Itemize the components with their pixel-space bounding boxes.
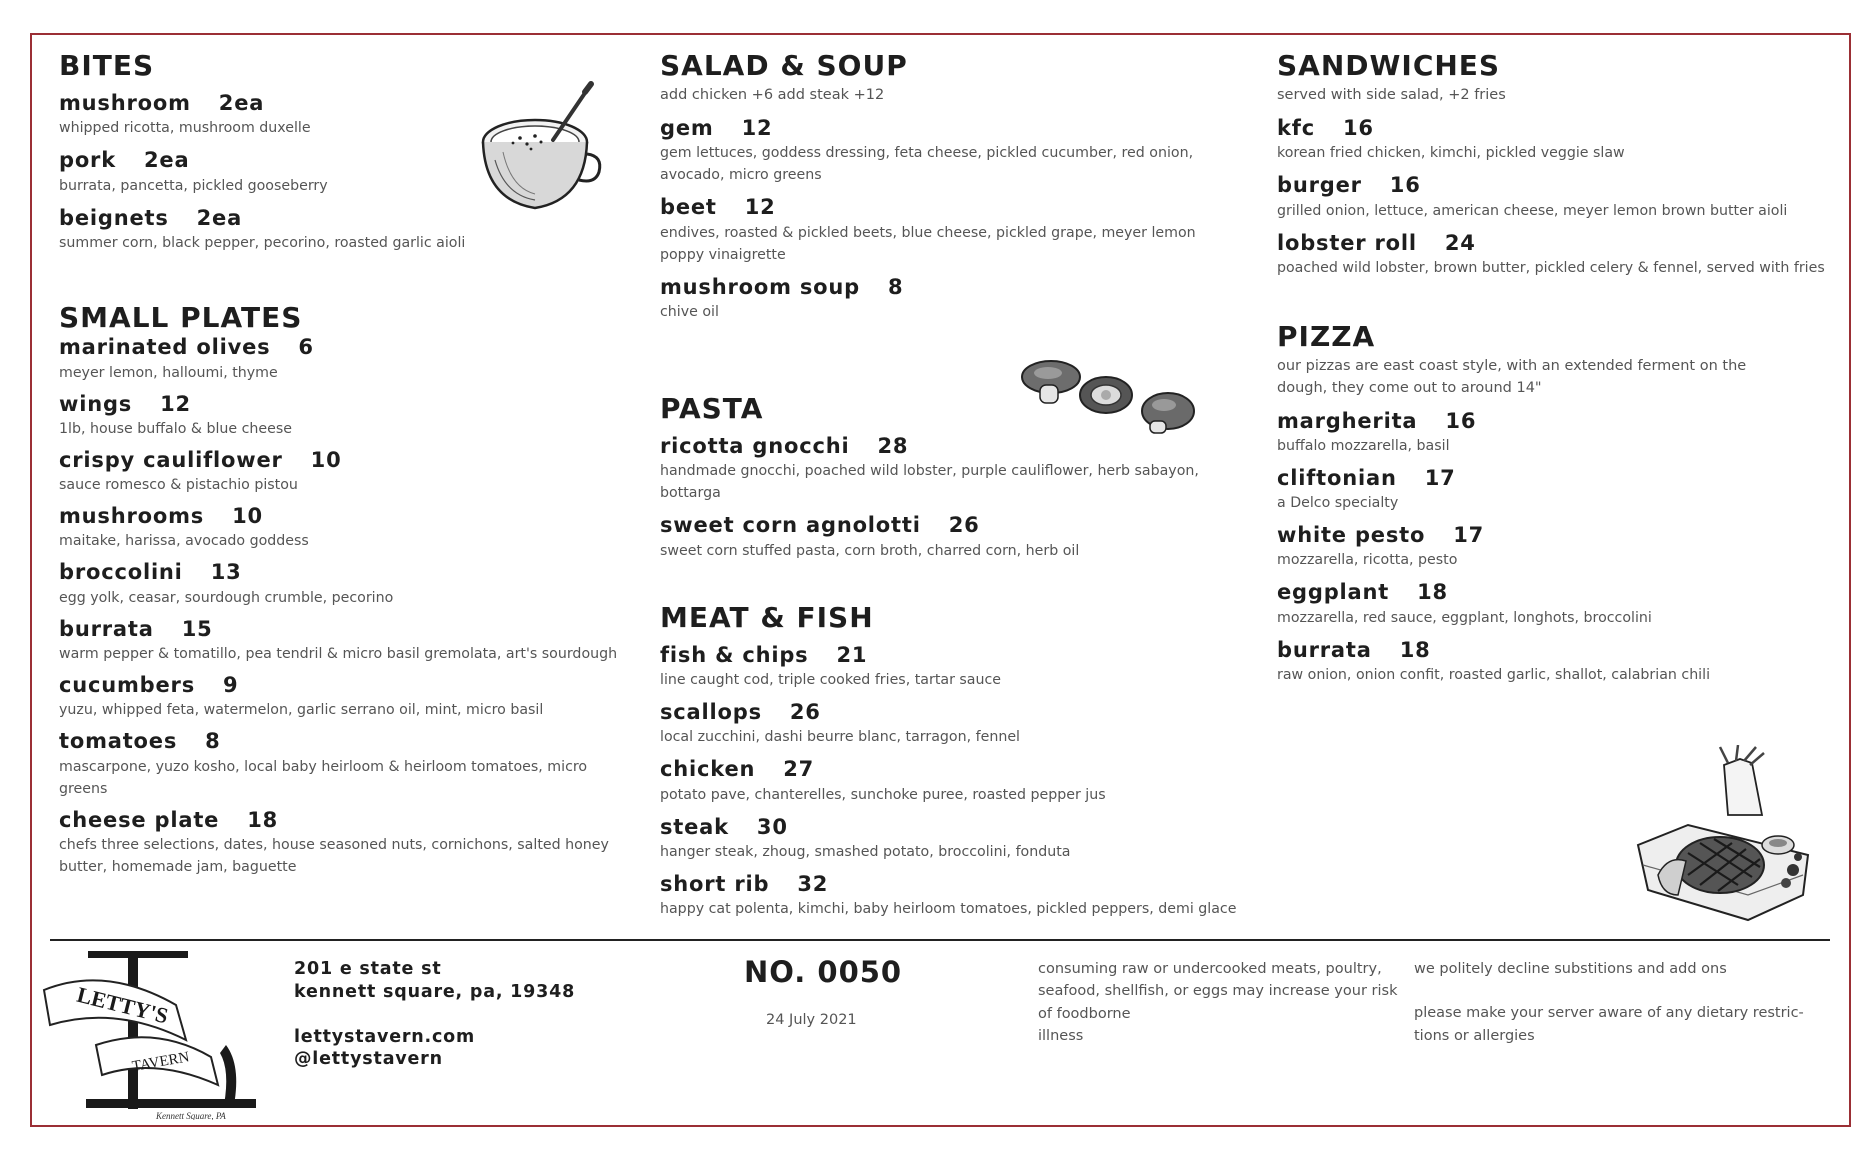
menu-item — [1277, 172, 1837, 221]
section-sandwiches — [1277, 50, 1837, 279]
section-title: PIZZA — [1277, 319, 1376, 353]
menu-item-heading — [1277, 172, 1837, 199]
menu-item-name: tomatoes — [59, 729, 178, 754]
menu-item-price: 10 — [232, 504, 263, 529]
soup-bowl-illustration — [475, 80, 605, 215]
menu-item-description: buffalo mozzarella, basil — [1277, 437, 1450, 454]
section-meat-fish — [660, 602, 1240, 921]
warning-text: consuming raw or undercooked meats, poultry, seafood, shellfish, or eggs may increase your risk of foodborne — [1038, 961, 1398, 1022]
menu-item — [660, 756, 1240, 805]
menu-item-description: egg yolk, ceasar, sourdough crumble, pecorino — [59, 589, 394, 606]
menu-item-description: potato pave, chanterelles, sunchoke puree, roasted pepper jus — [660, 786, 1106, 803]
menu-item-heading — [660, 814, 1240, 841]
menu-item — [660, 642, 1240, 691]
menu-item-heading — [1277, 230, 1837, 257]
section-pizza — [1277, 321, 1837, 686]
steak-board-illustration — [1628, 745, 1818, 925]
menu-item-price: 30 — [756, 814, 788, 839]
menu-item-heading — [59, 807, 619, 834]
menu-item-name: short rib — [660, 871, 770, 896]
menu-item-heading — [660, 433, 1240, 460]
footer-divider — [50, 939, 1830, 941]
menu-item — [1277, 579, 1837, 628]
menu-item-description: sauce romesco & pistachio pistou — [59, 477, 298, 494]
substitution-policy: we politely decline substitions and add ons — [1414, 961, 1727, 977]
menu-item-name: fish & chips — [660, 642, 809, 667]
menu-item-heading — [1277, 522, 1837, 549]
menu-item-heading — [59, 503, 619, 530]
menu-item-name: mushroom — [59, 91, 191, 116]
menu-item — [59, 807, 619, 878]
menu-date: 24 July 2021 — [766, 1012, 857, 1028]
menu-item-name: crispy cauliflower — [59, 447, 283, 472]
menu-item-heading — [660, 642, 1240, 669]
menu-item — [59, 503, 619, 552]
address-block — [294, 958, 575, 1071]
menu-item-name: gem — [660, 115, 714, 140]
menu-item-name: pork — [59, 148, 116, 173]
section-subtitle: served with side salad, +2 fries — [1277, 87, 1506, 104]
menu-item-name: chicken — [660, 757, 756, 782]
section-title: MEAT & FISH — [660, 600, 874, 634]
menu-item-price: 16 — [1445, 408, 1477, 433]
menu-item-name: lobster roll — [1277, 230, 1417, 255]
menu-item — [660, 115, 1240, 186]
menu-item-heading — [660, 871, 1240, 898]
menu-item-heading — [59, 728, 619, 755]
menu-item-price: 8 — [888, 274, 904, 299]
menu-item-description: handmade gnocchi, poached wild lobster, purple cauliflower, herb sabayon, bottarga — [660, 463, 1199, 502]
section-small-plates — [59, 302, 619, 878]
menu-item — [660, 699, 1240, 748]
menu-item-price: 2ea — [143, 148, 190, 173]
menu-item-name: scallops — [660, 700, 762, 725]
menu-item-heading — [59, 559, 619, 586]
menu-item-description: sweet corn stuffed pasta, corn broth, charred corn, herb oil — [660, 542, 1080, 559]
menu-item-name: margherita — [1277, 408, 1418, 433]
menu-item — [660, 871, 1240, 920]
menu-item-heading — [59, 616, 619, 643]
menu-item-price: 24 — [1444, 230, 1476, 255]
section-subtitle: add chicken +6 add steak +12 — [660, 87, 885, 104]
section-salad-soup — [660, 50, 1240, 323]
section-title: SALAD & SOUP — [660, 49, 908, 82]
menu-item — [1277, 637, 1837, 686]
menu-item-price: 18 — [247, 807, 279, 832]
menu-item-name: white pesto — [1277, 523, 1426, 548]
mushrooms-illustration — [1018, 355, 1198, 437]
menu-item-name: steak — [660, 814, 729, 839]
menu-item-description: line caught cod, triple cooked fries, tartar sauce — [660, 672, 1002, 689]
allergy-notice: please make your server aware of any dietary restric-tions or allergies — [1414, 1005, 1804, 1044]
menu-item-price: 18 — [1417, 580, 1448, 605]
menu-item-description: maitake, harissa, avocado goddess — [59, 533, 309, 550]
menu-item-price: 21 — [836, 642, 868, 667]
menu-item-description: a Delco specialty — [1277, 495, 1399, 512]
menu-item-heading — [1277, 465, 1837, 492]
menu-item-description: warm pepper & tomatillo, pea tendril & micro basil gremolata, art's sourdough — [59, 646, 618, 663]
address-line-1: 201 e state st — [294, 959, 442, 979]
menu-item-description: hanger steak, zhoug, smashed potato, broccolini, fonduta — [660, 843, 1071, 860]
menu-item-price: 8 — [205, 729, 221, 754]
menu-item-price: 28 — [877, 434, 909, 459]
menu-item-description: whipped ricotta, mushroom duxelle — [59, 120, 311, 137]
menu-column-3 — [1277, 50, 1837, 686]
menu-item-description: chive oil — [660, 303, 719, 320]
menu-item — [1277, 408, 1837, 457]
menu-item-price: 26 — [789, 700, 821, 725]
menu-item-name: kfc — [1277, 115, 1315, 140]
menu-item-description: 1lb, house buffalo & blue cheese — [59, 420, 293, 437]
menu-item — [59, 616, 619, 665]
menu-item-name: beet — [660, 195, 717, 220]
menu-item-price: 26 — [948, 513, 980, 538]
menu-item-name: cheese plate — [59, 807, 220, 832]
menu-item-heading — [660, 194, 1240, 221]
menu-item — [59, 447, 619, 496]
menu-item-name: eggplant — [1277, 580, 1390, 605]
menu-item-description: raw onion, onion confit, roasted garlic, shallot, calabrian chili — [1277, 667, 1711, 683]
menu-item-description: korean fried chicken, kimchi, pickled veggie slaw — [1277, 145, 1625, 162]
menu-item-name: marinated olives — [59, 335, 271, 360]
logo-text-lettys: LETTY'S — [74, 981, 171, 1029]
menu-item-name: burrata — [1277, 637, 1372, 662]
menu-item-price: 10 — [310, 447, 342, 472]
menu-item-heading — [59, 447, 619, 474]
menu-item — [1277, 465, 1837, 514]
menu-item-price: 6 — [298, 335, 314, 360]
menu-item — [59, 391, 619, 440]
menu-item-heading — [660, 274, 1240, 301]
menu-item-heading — [59, 672, 619, 699]
lettys-tavern-logo — [36, 945, 256, 1120]
menu-item-description: mozzarella, red sauce, eggplant, longhots, broccolini — [1277, 609, 1652, 626]
menu-item-name: cucumbers — [59, 673, 196, 698]
menu-item-price: 12 — [160, 391, 191, 416]
menu-item — [59, 672, 619, 721]
address-line-2: kennett square, pa, 19348 — [294, 981, 576, 1002]
menu-item-heading — [660, 756, 1240, 783]
menu-item — [1277, 230, 1837, 279]
menu-item-price: 15 — [181, 616, 213, 641]
menu-item-description: grilled onion, lettuce, american cheese, meyer lemon brown butter aioli — [1277, 202, 1788, 219]
menu-item — [1277, 115, 1837, 164]
menu-item-description: summer corn, black pepper, pecorino, roasted garlic aioli — [59, 235, 466, 252]
menu-item-name: beignets — [59, 205, 169, 230]
menu-item-name: mushrooms — [59, 504, 205, 529]
consumption-warning — [1038, 958, 1398, 1048]
section-subtitle: our pizzas are east coast style, with an extended ferment on the dough, they come out to around 14" — [1277, 358, 1747, 396]
menu-item — [660, 274, 1240, 323]
menu-item-name: burrata — [59, 616, 154, 641]
menu-number: NO. 0050 — [744, 955, 903, 989]
section-title: SANDWICHES — [1277, 49, 1501, 82]
menu-item-description: yuzu, whipped feta, watermelon, garlic serrano oil, mint, micro basil — [59, 702, 544, 719]
menu-item-name: broccolini — [59, 560, 183, 585]
menu-column-2 — [660, 50, 1240, 920]
menu-item-heading — [1277, 637, 1837, 664]
menu-item-price: 27 — [783, 757, 815, 782]
menu-item-description: burrata, pancetta, pickled gooseberry — [59, 177, 328, 194]
menu-item-description: local zucchini, dashi beurre blanc, tarragon, fennel — [660, 729, 1020, 746]
menu-item-name: cliftonian — [1277, 465, 1397, 490]
menu-item-price: 13 — [210, 560, 242, 585]
menu-item — [59, 559, 619, 608]
menu-item-price: 12 — [741, 115, 773, 140]
menu-item-name: sweet corn agnolotti — [660, 513, 921, 538]
menu-item-price: 16 — [1389, 173, 1421, 198]
menu-item-heading — [1277, 408, 1837, 435]
menu-item-heading — [1277, 579, 1837, 606]
menu-item-name: ricotta gnocchi — [660, 434, 850, 459]
menu-item-heading — [660, 115, 1240, 142]
menu-item-price: 12 — [744, 195, 776, 220]
website-link[interactable]: lettystavern.com — [294, 1026, 476, 1047]
menu-item-price: 18 — [1399, 637, 1431, 662]
logo-caption: Kennett Square, PA — [156, 1111, 226, 1120]
section-title: BITES — [59, 49, 155, 82]
menu-item — [660, 512, 1240, 561]
menu-item-description: meyer lemon, halloumi, thyme — [59, 364, 278, 381]
menu-item-name: wings — [59, 391, 133, 416]
menu-item-description: poached wild lobster, brown butter, pickled celery & fennel, served with fries — [1277, 259, 1825, 276]
menu-item — [660, 814, 1240, 863]
social-handle[interactable]: @lettystavern — [294, 1049, 443, 1070]
menu-item-description: mozzarella, ricotta, pesto — [1277, 552, 1458, 569]
menu-item — [660, 433, 1240, 504]
menu-item-price: 32 — [797, 871, 829, 896]
menu-item-price: 17 — [1453, 523, 1485, 548]
menu-item-description: gem lettuces, goddess dressing, feta cheese, pickled cucumber, red onion, avocado, micro greens — [660, 145, 1194, 184]
menu-item — [1277, 522, 1837, 571]
menu-item-price: 2ea — [196, 205, 243, 230]
menu-item-name: mushroom soup — [660, 274, 860, 299]
menu-item-price: 16 — [1342, 115, 1374, 140]
menu-item — [660, 194, 1240, 265]
menu-item-price: 9 — [223, 673, 239, 698]
section-title: SMALL PLATES — [59, 301, 303, 335]
menu-item-heading — [59, 334, 619, 361]
policy-notes — [1414, 958, 1804, 1047]
menu-item-price: 2ea — [218, 91, 265, 116]
menu-item-name: burger — [1277, 173, 1362, 198]
menu-item-description: chefs three selections, dates, house seasoned nuts, cornichons, salted honey butter, homemade jam, baguette — [59, 836, 609, 875]
menu-item-heading — [1277, 115, 1837, 142]
warning-text-end: illness — [1038, 1028, 1084, 1045]
menu-item-heading — [660, 512, 1240, 539]
menu-item-description: endives, roasted & pickled beets, blue cheese, pickled grape, meyer lemon poppy vinaigrette — [660, 224, 1196, 263]
menu-item — [59, 728, 619, 799]
menu-item-heading — [660, 699, 1240, 726]
logo-text-tavern: TAVERN — [130, 1049, 191, 1076]
menu-item-heading — [59, 391, 619, 418]
menu-item-description: mascarpone, yuzo kosho, local baby heirloom & heirloom tomatoes, micro greens — [59, 758, 588, 797]
menu-item-price: 17 — [1424, 465, 1456, 490]
menu-item-description: happy cat polenta, kimchi, baby heirloom tomatoes, pickled peppers, demi glace — [660, 901, 1237, 918]
section-title: PASTA — [660, 391, 764, 425]
menu-item — [59, 334, 619, 383]
